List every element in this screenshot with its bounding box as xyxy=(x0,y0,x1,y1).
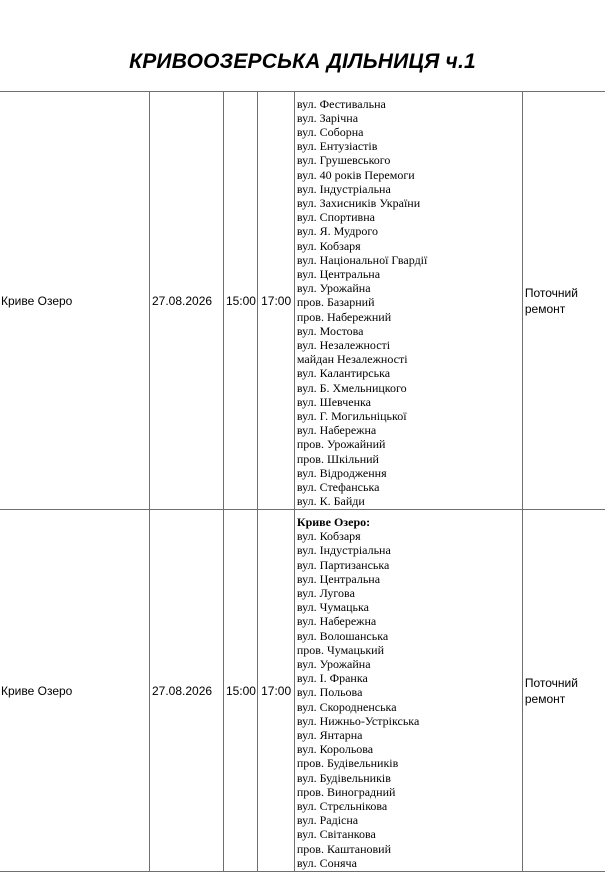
street-item: пров. Будівельників xyxy=(296,756,399,771)
street-item: вул. Урожайна xyxy=(296,656,371,671)
street-item: вул. Індустріальна xyxy=(296,181,391,196)
street-item: вул. Будівельників xyxy=(296,770,391,785)
street-item: пров. Базарний xyxy=(296,295,375,310)
work-type-cell xyxy=(522,510,605,872)
street-item: вул. Набережна xyxy=(296,614,377,629)
outage-table xyxy=(0,91,605,872)
work-type-label: Поточний ремонт xyxy=(524,285,578,316)
street-item: пров. Виноградний xyxy=(296,784,396,799)
street-item: вул. Урожайна xyxy=(296,281,371,296)
table-row xyxy=(0,92,605,510)
street-item: вул. Янтарна xyxy=(296,728,363,742)
street-item: вул. Калантирська xyxy=(296,366,391,381)
street-item: вул. Світанкова xyxy=(296,827,376,842)
streets-list xyxy=(297,93,520,509)
street-item: вул. Соборна xyxy=(296,124,364,139)
street-item: вул. Центральна xyxy=(296,266,381,281)
street-item: вул. Незалежності xyxy=(296,338,391,352)
locality-cell: Криве Озеро xyxy=(0,92,149,510)
date-cell: 27.08.2026 xyxy=(149,510,223,872)
street-item: пров. Чумацький xyxy=(296,642,385,657)
street-item: вул. Центральна xyxy=(296,571,381,586)
end-time-cell: 17:00 xyxy=(258,92,294,510)
street-item: вул. Г. Могильніцької xyxy=(296,409,407,424)
street-item: вул. Я. Мудрого xyxy=(296,224,378,239)
street-item: вул. Волошанська xyxy=(296,628,389,643)
street-item: вул. Кобзаря xyxy=(296,238,361,253)
date-cell: 27.08.2026 xyxy=(149,92,223,510)
street-item: вул. Ентузіастів xyxy=(296,139,378,154)
street-item: вул. Індустріальна xyxy=(296,543,391,558)
street-item: вул. Грушевського xyxy=(296,153,391,168)
street-item: вул. Нижньо-Устрікська xyxy=(296,713,420,728)
start-time-cell: 15:00 xyxy=(223,510,257,872)
street-item: вул. Спортивна xyxy=(296,210,375,225)
street-item: вул. Зарічна xyxy=(296,110,359,125)
locality-cell: Криве Озеро xyxy=(0,510,149,872)
streets-cell xyxy=(294,510,522,872)
street-item: вул. Соняча xyxy=(296,855,357,870)
street-item: вул. Кобзаря xyxy=(296,529,361,544)
street-item: пров. Каштановий xyxy=(296,841,392,856)
street-item: вул. Стефанська xyxy=(296,480,380,495)
end-time-cell: 17:00 xyxy=(258,510,294,872)
street-item: вул. І. Франка xyxy=(296,671,368,686)
street-item: вул. Б. Хмельницкого xyxy=(296,380,407,395)
work-type-cell xyxy=(522,92,605,510)
street-item: вул. Лугова xyxy=(296,585,355,600)
street-item: вул. Партизанська xyxy=(296,557,390,572)
street-item: вул. 40 років Перемоги xyxy=(296,167,415,182)
street-item: вул. Національної Гвардії xyxy=(296,252,428,267)
street-item: вул. Шевченка xyxy=(296,394,371,409)
street-item: вул. Стрєльнікова xyxy=(296,799,388,814)
street-item: пров. Набережний xyxy=(296,309,392,324)
street-item: вул. Радісна xyxy=(296,813,359,828)
street-item: вул. Мостова xyxy=(296,323,364,338)
street-item: вул. Корольова xyxy=(296,742,374,757)
street-item: пров. Шкільний xyxy=(296,451,379,466)
table-row xyxy=(0,510,605,872)
street-item: вул. Відродження xyxy=(296,465,387,480)
street-item: вул. К. Байди xyxy=(296,494,365,509)
page-title: КРИВООЗЕРСЬКА ДІЛЬНИЦЯ ч.1 xyxy=(129,50,476,73)
street-item: вул. Чумацька xyxy=(296,600,369,615)
street-item: вул. Скородненська xyxy=(296,699,397,714)
street-item: вул. Фестивальна xyxy=(296,96,386,111)
streets-cell xyxy=(294,92,522,510)
streets-group-header: Криве Озеро: xyxy=(296,514,371,529)
start-time-cell: 15:00 xyxy=(223,92,257,510)
street-item: пров. Урожайний xyxy=(296,437,386,452)
streets-list xyxy=(297,511,520,870)
outage-table-body xyxy=(0,92,605,872)
work-type-label: Поточний ремонт xyxy=(524,675,578,706)
street-item: вул. Захисників України xyxy=(296,195,421,210)
street-item: вул. Польова xyxy=(296,685,363,700)
street-item: вул. Набережна xyxy=(296,423,377,438)
street-item: майдан Незалежності xyxy=(296,352,408,367)
